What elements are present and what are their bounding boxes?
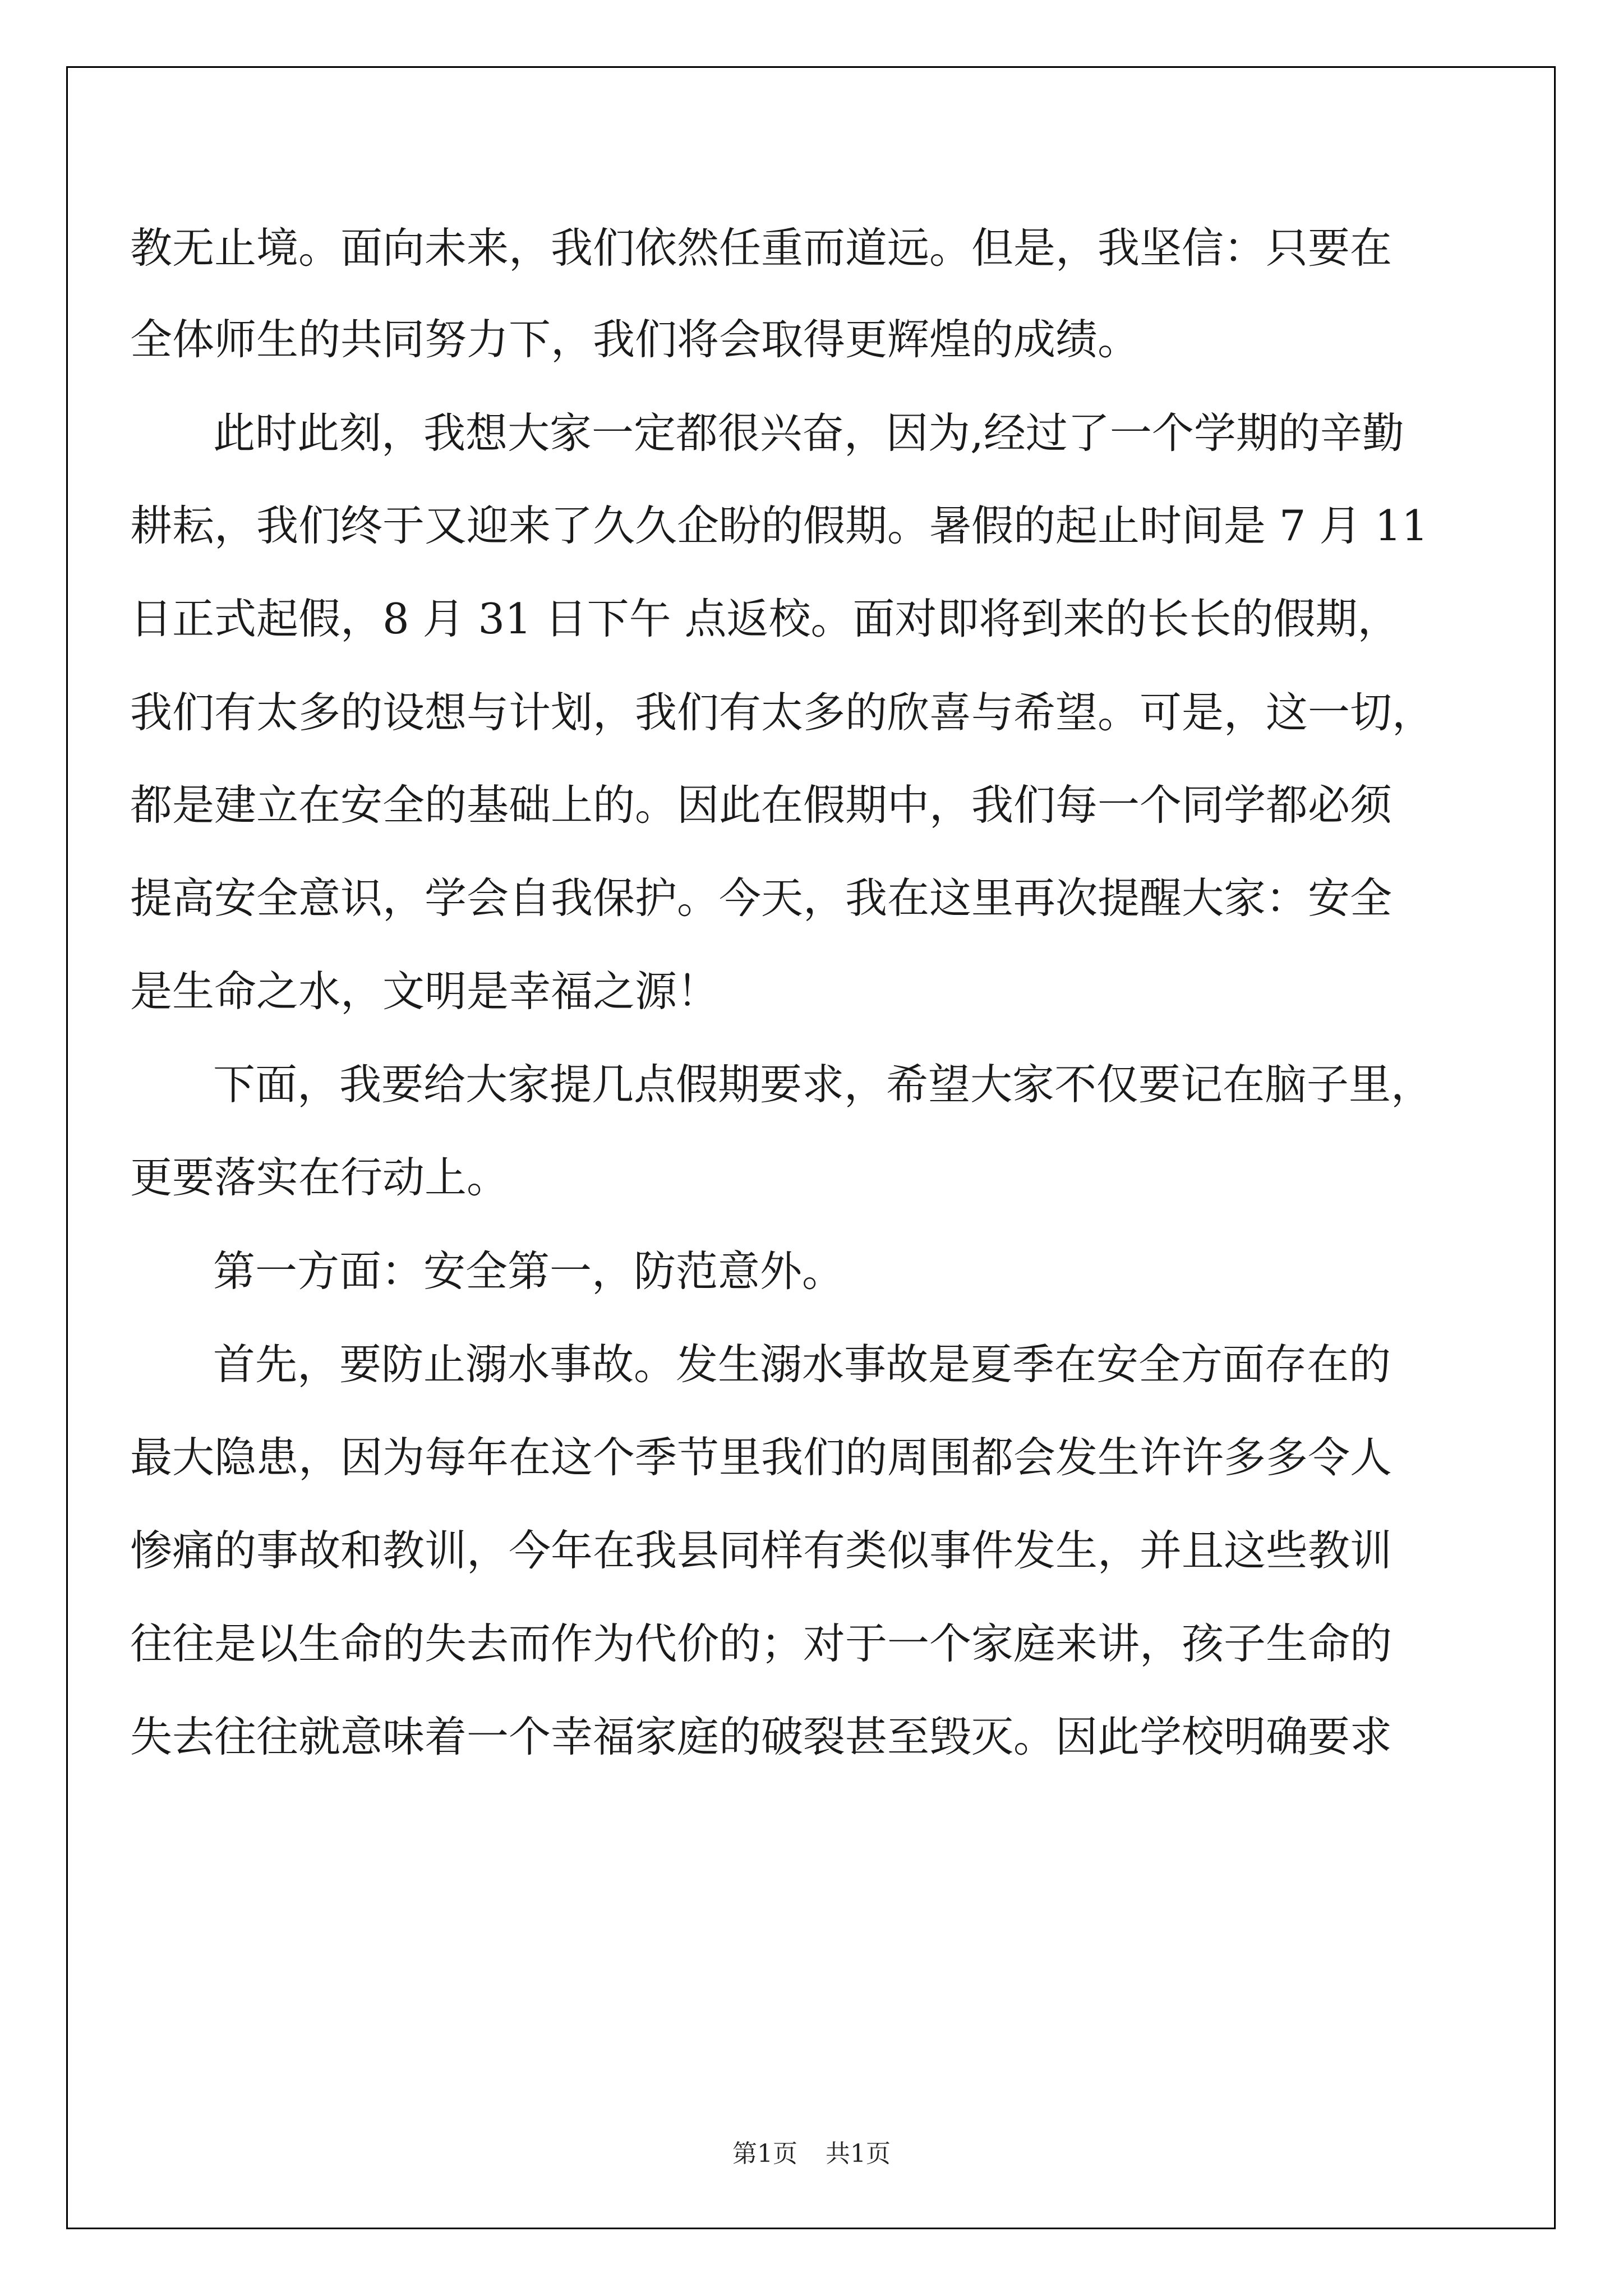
text-line: 惨痛的事故和教训，今年在我县同样有类似事件发生，并且这些教训 bbox=[130, 1526, 1393, 1575]
page-total: 共1页 bbox=[826, 2139, 891, 2168]
paragraph-start-line: 首先，要防止溺水事故。发生溺水事故是夏季在安全方面存在的 bbox=[213, 1340, 1391, 1389]
text-line: 往往是以生命的失去而作为代价的；对于一个家庭来讲，孩子生命的 bbox=[130, 1619, 1393, 1668]
paragraph-start-line: 下面，我要给大家提几点假期要求，希望大家不仅要记在脑子里， bbox=[213, 1060, 1433, 1109]
text-line: 失去往往就意味着一个幸福家庭的破裂甚至毁灭。因此学校明确要求 bbox=[130, 1712, 1393, 1761]
text-line: 日正式起假，8 月 31 日下午 点返校。面对即将到来的长长的假期， bbox=[130, 594, 1400, 643]
text-line: 耕耘，我们终于又迎来了久久企盼的假期。暑假的起止时间是 7 月 11 bbox=[130, 501, 1428, 550]
text-line: 全体师生的共同努力下，我们将会取得更辉煌的成绩。 bbox=[130, 315, 1140, 364]
page-number: 第1页 bbox=[732, 2139, 797, 2168]
page-footer bbox=[0, 2137, 1623, 2171]
page-border bbox=[66, 66, 1556, 2229]
paragraph-start-line: 此时此刻，我想大家一定都很兴奋，因为,经过了一个学期的辛勤 bbox=[213, 408, 1404, 458]
section-heading-line: 第一方面：安全第一，防范意外。 bbox=[213, 1246, 845, 1296]
text-line: 教无止境。面向未来，我们依然任重而道远。但是，我坚信：只要在 bbox=[130, 223, 1393, 273]
text-line: 我们有太多的设想与计划，我们有太多的欣喜与希望。可是，这一切， bbox=[130, 688, 1435, 737]
text-line: 更要落实在行动上。 bbox=[130, 1153, 509, 1202]
text-line: 是生命之水，文明是幸福之源！ bbox=[130, 967, 720, 1016]
text-line: 提高安全意识，学会自我保护。今天，我在这里再次提醒大家：安全 bbox=[130, 873, 1393, 923]
text-line: 都是建立在安全的基础上的。因此在假期中，我们每一个同学都必须 bbox=[130, 780, 1393, 830]
text-line: 最大隐患，因为每年在这个季节里我们的周围都会发生许许多多令人 bbox=[130, 1433, 1393, 1482]
